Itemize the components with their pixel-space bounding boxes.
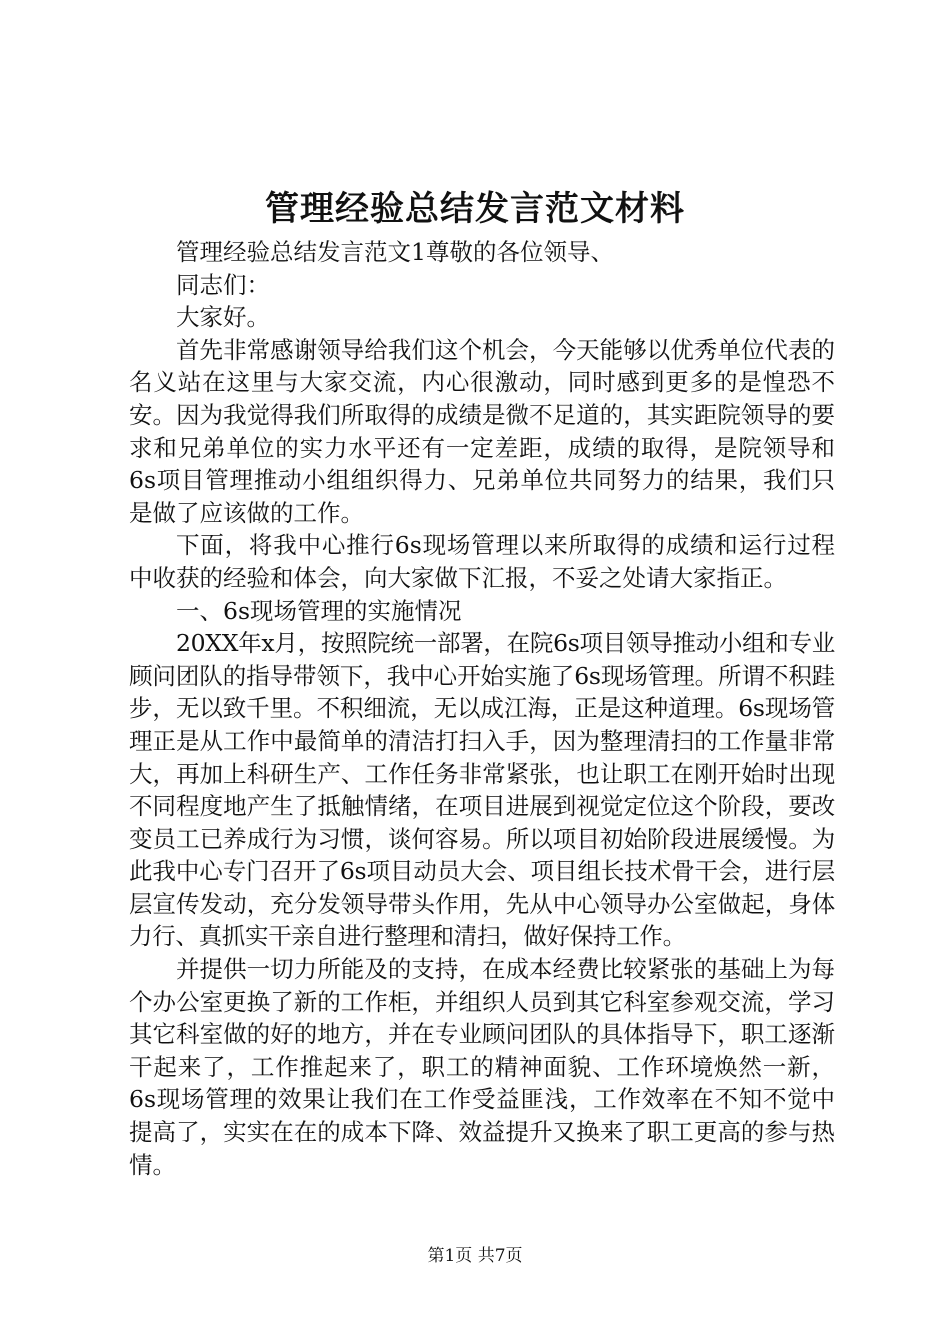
paragraph-salutation: 同志们： bbox=[176, 270, 270, 299]
page-footer: 第1页 共7页 bbox=[427, 1246, 523, 1266]
paragraph-support: 并提供一切力所能及的支持，在成本经费比较紧张的基础上为每个办公室更换了新的工作柜，并组织人员到其它科室参观交流，学习其它科室做的好的地方，并在专业顾问团队的具体指导下，职工逐渐干起来了，工作推起来了，职工的精神面貌、工作环境焕然一新，6s现场管理的效果让我们在工作受益匪浅，工作效率在不知不觉中提高了，实实在在的成本下降、效益提升又换来了职工更高的参与热情。 bbox=[129, 955, 835, 1179]
document-title: 管理经验总结发言范文材料 bbox=[265, 189, 685, 229]
document-body bbox=[129, 236, 835, 1181]
paragraph-greeting: 大家好。 bbox=[176, 303, 270, 332]
paragraph-thanks: 首先非常感谢领导给我们这个机会，今天能够以优秀单位代表的名义站在这里与大家交流，内心很激动，同时感到更多的是惶恐不安。因为我觉得我们所取得的成绩是微不足道的，其实距院领导的要求和兄弟单位的实力水平还有一定差距，成绩的取得，是院领导和6s项目管理推动小组组织得力、兄弟单位共同努力的结果，我们只是做了应该做的工作。 bbox=[129, 335, 835, 527]
section-heading-1: 一、6s现场管理的实施情况 bbox=[176, 596, 462, 625]
paragraph-implementation: 20XX年x月，按照院统一部署，在院6s项目领导推动小组和专业顾问团队的指导带领下，我中心开始实施了6s现场管理。所谓不积跬步，无以致千里。不积细流，无以成江海，正是这种道理。6s现场管理正是从工作中最简单的清洁打扫入手，因为整理清扫的工作量非常大，再加上科研生产、工作任务非常紧张，也让职工在刚开始时出现不同程度地产生了抵触情绪，在项目进展到视觉定位这个阶段，要改变员工已养成行为习惯，谈何容易。所以项目初始阶段进展缓慢。为此我中心专门召开了6s项目动员大会、项目组长技术骨干会，进行层层宣传发动，充分发领导带头作用，先从中心领导办公室做起，身体力行、真抓实干亲自进行整理和清扫，做好保持工作。 bbox=[129, 629, 835, 951]
paragraph-intro: 管理经验总结发言范文1尊敬的各位领导、 bbox=[176, 238, 614, 266]
paragraph-report-intro: 下面，将我中心推行6s现场管理以来所取得的成绩和运行过程中收获的经验和体会，向大家做下汇报，不妥之处请大家指正。 bbox=[129, 531, 835, 592]
